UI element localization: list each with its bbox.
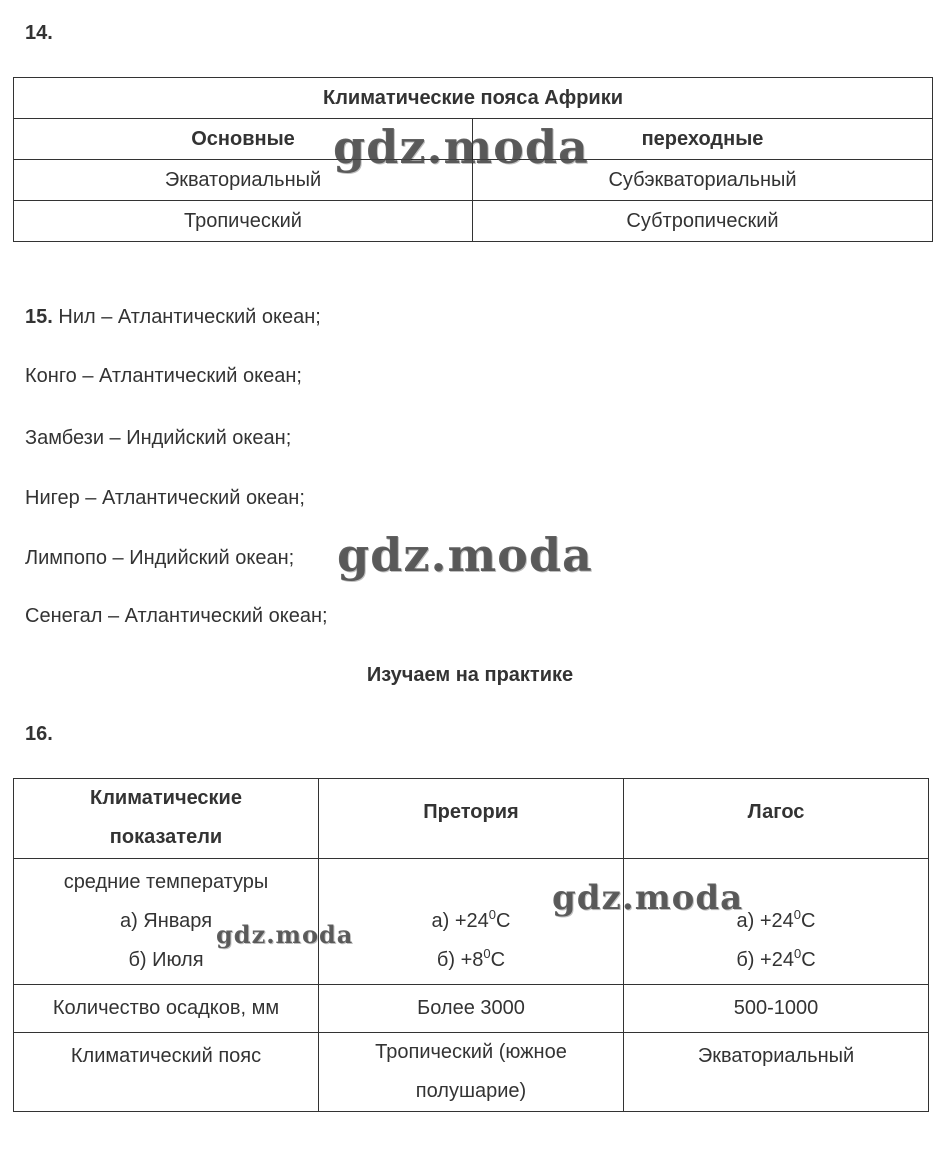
header-pretoria: Претория xyxy=(319,779,624,859)
header-transitional: переходные xyxy=(473,119,933,160)
watermark: gdz.moda xyxy=(337,528,593,582)
river-text: Нил – Атлантический океан; xyxy=(58,306,321,328)
table-row xyxy=(14,201,933,242)
table-title: Климатические пояса Африки xyxy=(14,78,933,119)
table-cell: Тропический xyxy=(14,201,473,242)
section-heading: Изучаем на практике xyxy=(366,664,574,686)
table-row xyxy=(14,1033,929,1112)
table-cell: 500-1000 xyxy=(624,985,929,1033)
table-cell: Экваториальный xyxy=(14,160,473,201)
climate-indicators-table xyxy=(13,778,929,1112)
river-line: Замбези – Индийский океан; xyxy=(25,427,292,449)
river-line: Конго – Атлантический океан; xyxy=(25,365,302,387)
jul-label: б) Июля xyxy=(128,949,204,971)
table-row xyxy=(14,859,929,985)
watermark: gdz.moda xyxy=(552,878,744,918)
river-line: Лимпопо – Индийский океан; xyxy=(25,547,295,569)
lagos-jan: $а) +24^0С$ xyxy=(736,907,816,932)
task-15-number: 15. xyxy=(25,306,53,328)
table-cell: Субэкваториальный xyxy=(473,160,933,201)
watermark: gdz.moda xyxy=(333,120,589,174)
task-14-number: 14. xyxy=(25,22,53,44)
river-line: Сенегал – Атлантический океан; xyxy=(25,605,328,627)
table-cell: Более 3000 xyxy=(319,985,624,1033)
table-cell: Тропический (южное полушарие) xyxy=(319,1033,624,1112)
pretoria-jan: $а) +24^0С$ xyxy=(431,907,511,932)
header-lagos: Лагос xyxy=(624,779,929,859)
table-cell: Экваториальный xyxy=(624,1033,929,1112)
task-16-number: 16. xyxy=(25,723,53,745)
river-line: Нигер – Атлантический океан; xyxy=(25,487,305,509)
table-cell: Климатический пояс xyxy=(14,1033,319,1112)
lagos-jul: $б) +24^0С$ xyxy=(736,946,816,971)
header-main: Основные xyxy=(14,119,473,160)
jan-label: а) Января xyxy=(119,910,213,932)
table-row xyxy=(14,985,929,1033)
table-cell: Субтропический xyxy=(473,201,933,242)
temps-label: средние температуры xyxy=(63,871,269,893)
river-line xyxy=(25,306,321,329)
pretoria-jul: $б) +8^0С$ xyxy=(436,946,506,971)
watermark: gdz.moda xyxy=(216,920,354,949)
table-cell: Количество осадков, мм xyxy=(14,985,319,1033)
header-indicators: Климатические показатели xyxy=(14,779,319,859)
